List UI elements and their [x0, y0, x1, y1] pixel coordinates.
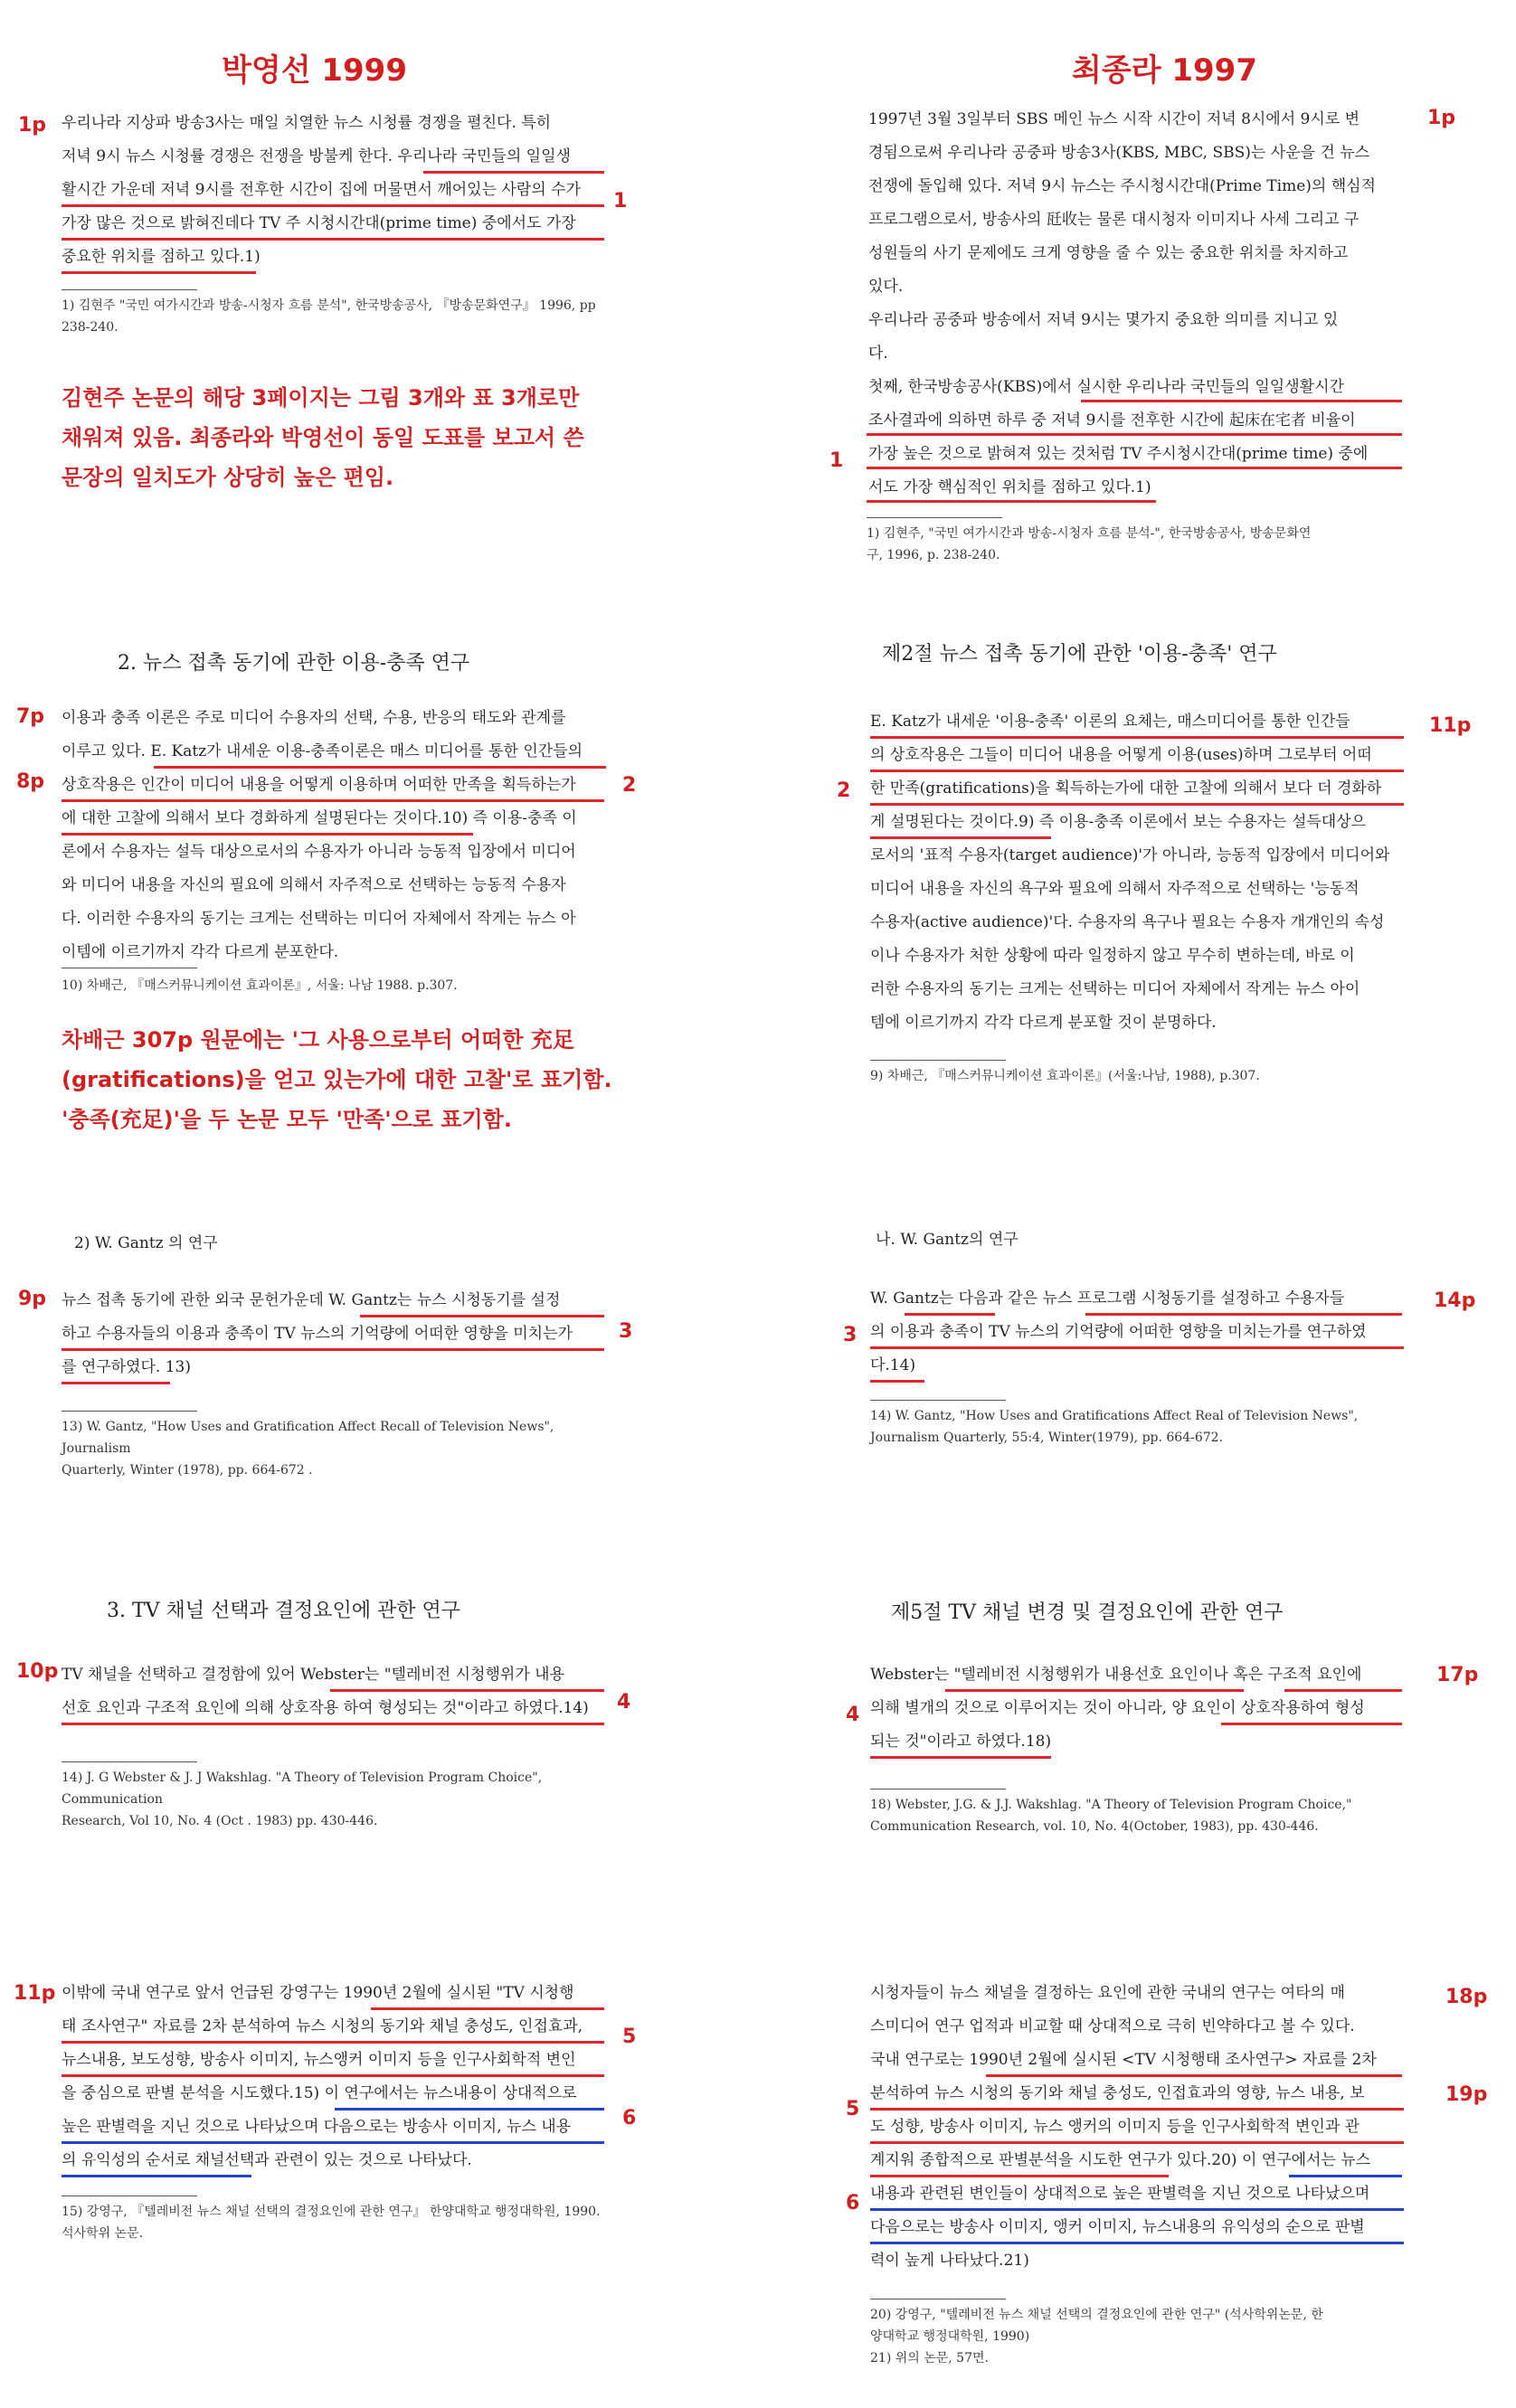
match-number-3: 3	[843, 1324, 857, 1346]
footnote-rule	[62, 1411, 197, 1412]
block3-left-footnote: 13) W. Gantz, "How Uses and Gratification Affect Recall of Television News", Journalism Quarterly, Winter (1978), pp. 664-672 .	[62, 1420, 554, 1478]
underline	[62, 238, 604, 241]
underline	[870, 1756, 1051, 1759]
match-number-4: 4	[617, 1691, 631, 1714]
underline	[867, 467, 1402, 469]
underline	[870, 770, 1404, 772]
underline	[1085, 1313, 1402, 1316]
block1-left-footnote: 1) 김현주 "국민 여가시간과 방송-시청자 흐름 분석", 한국방송공사, 『방송문화연구』 1996, pp 238-240.	[62, 298, 596, 335]
block3-left-text: 뉴스 접촉 동기에 관한 외국 문헌가운데 W. Gantz는 뉴스 시청동기를 설정 하고 수용자들의 이용과 충족이 TV 뉴스의 기억량에 어떠한 영향을 미치는가 를 연구하였다. 13)	[62, 1291, 573, 1376]
match-number-4: 4	[846, 1704, 860, 1726]
underline	[870, 1346, 1404, 1349]
match-number-2: 2	[622, 774, 637, 797]
section-title: 2) W. Gantz 의 연구	[74, 1234, 218, 1252]
underline	[870, 1380, 924, 1383]
underline	[62, 1382, 170, 1384]
page-marker: 1p	[18, 114, 47, 137]
underline	[870, 2242, 1404, 2244]
section-title: 제5절 TV 채널 변경 및 결정요인에 관한 연구	[891, 1601, 1284, 1624]
block4-left-footnote: 14) J. G Webster & J. J Wakshlag. "A Theory of Television Program Choice", Communication Research, Vol 10, No. 4 (Oct . 1983) pp. 430-446.	[62, 1771, 543, 1828]
section-title: 3. TV 채널 선택과 결정요인에 관한 연구	[107, 1600, 461, 1622]
underline	[62, 2041, 604, 2044]
underline	[62, 1348, 604, 1351]
underline	[423, 171, 604, 174]
block5-left-footnote: 15) 강영구, 『텔레비전 뉴스 채널 선택의 결정요인에 관한 연구』 한양대학교 행정대학원, 1990. 석사학위 논문.	[62, 2205, 601, 2241]
block5-right-text: 시청자들이 뉴스 채널을 결정하는 요인에 관한 국내의 연구는 여타의 매 스미디어 연구 업적과 비교할 때 상대적으로 극히 빈약하다고 볼 수 있다. 국내 연구로는 1990년 2월에 실시된 <TV 시청행태 조사연구> 자료를 2차 분석하여 뉴스 시청의 동기와 채널 충성도, 인접효과의 영향, 뉴스 내용, 보 도 성향, 방송사 이미지, 뉴스 앵커의 이미지 등을 인구사회학적 변인과 관 계지워 종합적으로 판별분석을 시도한 연구가 있다.20) 이 연구에서는 뉴스 내용과 관련된 변인들이 상대적으로 높은 판별력을 지닌 것으로 나타났으며 다음으로는 방송사 이미지, 앵커 이미지, 뉴스내용의 유익성의 순으로 판별 력이 높게 나타났다.21)	[870, 1984, 1377, 2270]
underline	[870, 2208, 1404, 2211]
underline	[62, 271, 256, 274]
underline	[870, 803, 1404, 806]
section-title: 나. W. Gantz의 연구	[876, 1231, 1019, 1249]
page-marker: 17p	[1436, 1664, 1479, 1686]
underline	[62, 2141, 604, 2144]
underline	[870, 2108, 1404, 2111]
section-title: 제2절 뉴스 접촉 동기에 관한 '이용-충족' 연구	[882, 643, 1277, 666]
block4-left-text: TV 채널을 선택하고 결정함에 있어 Webster는 "텔레비전 시청행위가 내용 선호 요인과 구조적 요인에 의해 상호작용 하여 형성되는 것"이라고 하였다.14)	[62, 1666, 589, 1717]
block1-left-text: 우리나라 지상파 방송3사는 매일 치열한 뉴스 시청률 경쟁을 펼친다. 특히 저녁 9시 뉴스 시청률 경쟁은 전쟁을 방불케 한다. 우리나라 국민들의 일일생 활시간 가운데 저녁 9시를 전후한 시간이 집에 머물면서 깨어있는 사람의 수가 가장 많은 것으로 밝혀진데다 TV 주 시청시간대(prime time) 중에서도 가장 중요한 위치를 점하고 있다.1)	[62, 114, 581, 266]
page-marker: 11p	[1429, 714, 1472, 737]
underline	[62, 2175, 251, 2177]
underline	[360, 1315, 604, 1317]
underline	[62, 833, 473, 836]
match-number-5: 5	[622, 2026, 637, 2048]
annotation-note-1: 김현주 논문의 해당 3페이지는 그림 3개와 표 3개로만 채워져 있음. 최종라와 박영선이 동일 도표를 보고서 쓴 문장의 일치도가 상당히 높은 편임.	[62, 385, 584, 490]
right-header: 최종라 1997	[1072, 52, 1257, 89]
block2-left-text: 이용과 충족 이론은 주로 미디어 수용자의 선택, 수용, 반응의 태도와 관계를 이루고 있다. E. Katz가 내세운 이용-충족이론은 매스 미디어를 통한 인간들의 상호작용은 인간이 미디어 내용을 어떻게 이용하며 어떠한 만족을 획득하는가 에 대한 고찰에 의해서 보다 경화하게 설명된다는 것이다.10) 즉 이용-충족 이 론에서 수용자는 설득 대상으로서의 수용자가 아니라 능동적 입장에서 미디어 와 미디어 내용을 자신의 필요에 의해서 자주적으로 선택하는 능동적 수용자 다. 이러한 수용자의 동기는 크게는 선택하는 미디어 자체에서 작게는 뉴스 아 이템에 이르기까지 각각 다르게 분포한다.	[62, 709, 583, 961]
block2-left-footnote: 10) 차배근, 『매스커뮤니케이션 효과이론』, 서울: 나남 1988. p.307.	[62, 978, 458, 993]
footnote-rule	[62, 289, 197, 290]
underline	[330, 1689, 604, 1692]
underline	[62, 204, 604, 207]
underline	[867, 433, 1402, 436]
block1-right-footnote: 1) 김현주, "국민 여가시간과 방송-시청자 흐름 분석-", 한국방송공사, 방송문화연 구, 1996, p. 238-240.	[867, 526, 1312, 562]
page-marker: 11p	[14, 1982, 56, 2005]
underline	[870, 736, 1404, 739]
underline	[371, 2007, 604, 2010]
underline	[986, 2074, 1402, 2077]
page-marker: 10p	[16, 1660, 59, 1683]
page-marker: 19p	[1445, 2083, 1488, 2106]
page-marker: 1p	[1427, 107, 1456, 129]
match-number-2: 2	[837, 779, 851, 802]
page-marker: 9p	[18, 1288, 47, 1310]
left-header: 박영선 1999	[222, 52, 407, 89]
underline	[62, 799, 604, 802]
underline	[867, 500, 1156, 503]
block3-right-footnote: 14) W. Gantz, "How Uses and Gratifications Affect Real of Television News", Journalism Quarterly, 55:4, Winter(1979), pp. 664-672.	[870, 1409, 1359, 1445]
footnote-rule	[870, 1400, 1006, 1401]
page-marker: 8p	[16, 770, 45, 793]
footnote-rule	[870, 1060, 1006, 1061]
footnote-rule	[867, 517, 1002, 518]
page-marker: 14p	[1434, 1289, 1476, 1312]
page-marker: 18p	[1445, 1986, 1488, 2008]
block2-right-text: E. Katz가 내세운 '이용-충족' 이론의 요체는, 매스미디어를 통한 인간들 의 상호작용은 그들이 미디어 내용을 어떻게 이용(uses)하며 그로부터 어떠 한 만족(gratifications)을 획득하는가에 대한 고찰에 의해서 보다 더 경화하 게 설명된다는 것이다.9) 즉 이용-충족 이론에서 보는 수용자는 설득대상으 로서의 '표적 수용자(target audience)'가 아니라, 능동적 입장에서 미디어와 미디어 내용을 자신의 욕구와 필요에 의해서 자주적으로 선택하는 '능동적 수용자(active audience)'다. 수용자의 욕구나 필요는 수용자 개개인의 속성 이나 수용자가 처한 상황에 따라 일정하지 않고 무수히 변하는데, 바로 이 러한 수용자의 동기는 크게는 선택하는 미디어 자체에서 작게는 뉴스 아이 템에 이르기까지 각각 다르게 분포할 것이 분명하다.	[870, 713, 1390, 1032]
block3-right-text: W. Gantz는 다음과 같은 뉴스 프로그램 시청동기를 설정하고 수용자들 의 이용과 충족이 TV 뉴스의 기억량에 어떠한 영향을 미치는가를 연구하였 다.14)	[870, 1289, 1367, 1374]
footnote-rule	[62, 1761, 197, 1762]
block5-left-text: 이밖에 국내 연구로 앞서 언급된 강영구는 1990년 2월에 실시된 "TV 시청행 태 조사연구" 자료를 2차 분석하여 뉴스 시청의 동기와 채널 충성도, 인접효과, 뉴스내용, 보도성향, 방송사 이미지, 뉴스앵커 이미지 등을 인구사회학적 변인 을 중심으로 판별 분석을 시도했다.15) 이 연구에서는 뉴스내용이 상대적으로 높은 판별력을 지닌 것으로 나타났으며 다음으로는 방송사 이미지, 뉴스 내용 의 유익성의 순서로 채널선택과 관련이 있는 것으로 나타났다.	[62, 1984, 583, 2169]
match-number-3: 3	[619, 1320, 633, 1343]
underline	[1221, 1723, 1402, 1725]
annotation-note-2: 차배근 307p 원문에는 '그 사용으로부터 어떠한 充足 (gratifications)을 얻고 있는가에 대한 고찰'로 표기함. '충족(充足)'을 두 논문 모두 '만족'으로 표기함.	[62, 1027, 612, 1132]
underline	[945, 1689, 1244, 1692]
underline	[1284, 1689, 1402, 1692]
underline	[870, 2141, 1404, 2144]
section-title: 2. 뉴스 접촉 동기에 관한 이용-충족 연구	[118, 652, 470, 675]
underline	[1081, 400, 1402, 402]
underline	[62, 1723, 604, 1725]
underline	[335, 2108, 604, 2111]
match-number-1: 1	[613, 190, 628, 212]
page-marker: 7p	[16, 705, 45, 728]
match-number-6: 6	[846, 2192, 860, 2214]
block2-right-footnote: 9) 차배근, 『매스커뮤니케이션 효과이론』(서울:나남, 1988), p.307.	[870, 1069, 1260, 1083]
underline	[905, 1313, 995, 1316]
block1-right-text: 1997년 3월 3일부터 SBS 메인 뉴스 시작 시간이 저녁 8시에서 9시로 변 경됨으로써 우리나라 공중파 방송3사(KBS, MBC, SBS)는 사운을 건 뉴스 전쟁에 돌입해 있다. 저녁 9시 뉴스는 주시청시간대(Prime Time)의 핵심적 프로그램으로서, 방송사의 瓩收는 물론 대시청자 이미지나 사세 그리고 구 성원들의 사기 문제에도 크게 영향을 줄 수 있는 중요한 위치를 차지하고 있다. 우리나라 공중파 방송에서 저녁 9시는 몇가지 중요한 의미를 지니고 있 다. 첫째, 한국방송공사(KBS)에서 실시한 우리나라 국민들의 일일생활시간 조사결과에 의하면 하루 중 저녁 9시를 전후한 시간에 起床在宅者 비율이 가장 높은 것으로 밝혀져 있는 것처럼 TV 주시청시간대(prime time) 중에 서도 가장 핵심적인 위치를 점하고 있다.1)	[868, 110, 1376, 496]
block5-right-footnote: 20) 강영구, "텔레비전 뉴스 채널 선택의 결정요인에 관한 연구" (석사학위논문, 한 양대학교 행정대학원, 1990) 21) 위의 논문, 57면.	[870, 2308, 1323, 2366]
underline	[870, 836, 1051, 839]
block4-right-text: Webster는 "텔레비전 시청행위가 내용선호 요인이나 혹은 구조적 요인에 의해 별개의 것으로 이루어지는 것이 아니라, 양 요인이 상호작용하여 형성 되는 것"이라고 하였다.18)	[870, 1666, 1365, 1751]
match-number-5: 5	[846, 2098, 860, 2120]
block4-right-footnote: 18) Webster, J.G. & J.J. Wakshlag. "A Theory of Television Program Choice," Communication Research, vol. 10, No. 4(October, 1983), pp. 430-446.	[870, 1798, 1352, 1834]
underline	[154, 766, 606, 769]
underline	[62, 2074, 604, 2077]
underline	[1289, 2175, 1402, 2177]
match-number-1: 1	[829, 449, 844, 472]
underline	[870, 2175, 1169, 2177]
match-number-6: 6	[622, 2107, 637, 2129]
